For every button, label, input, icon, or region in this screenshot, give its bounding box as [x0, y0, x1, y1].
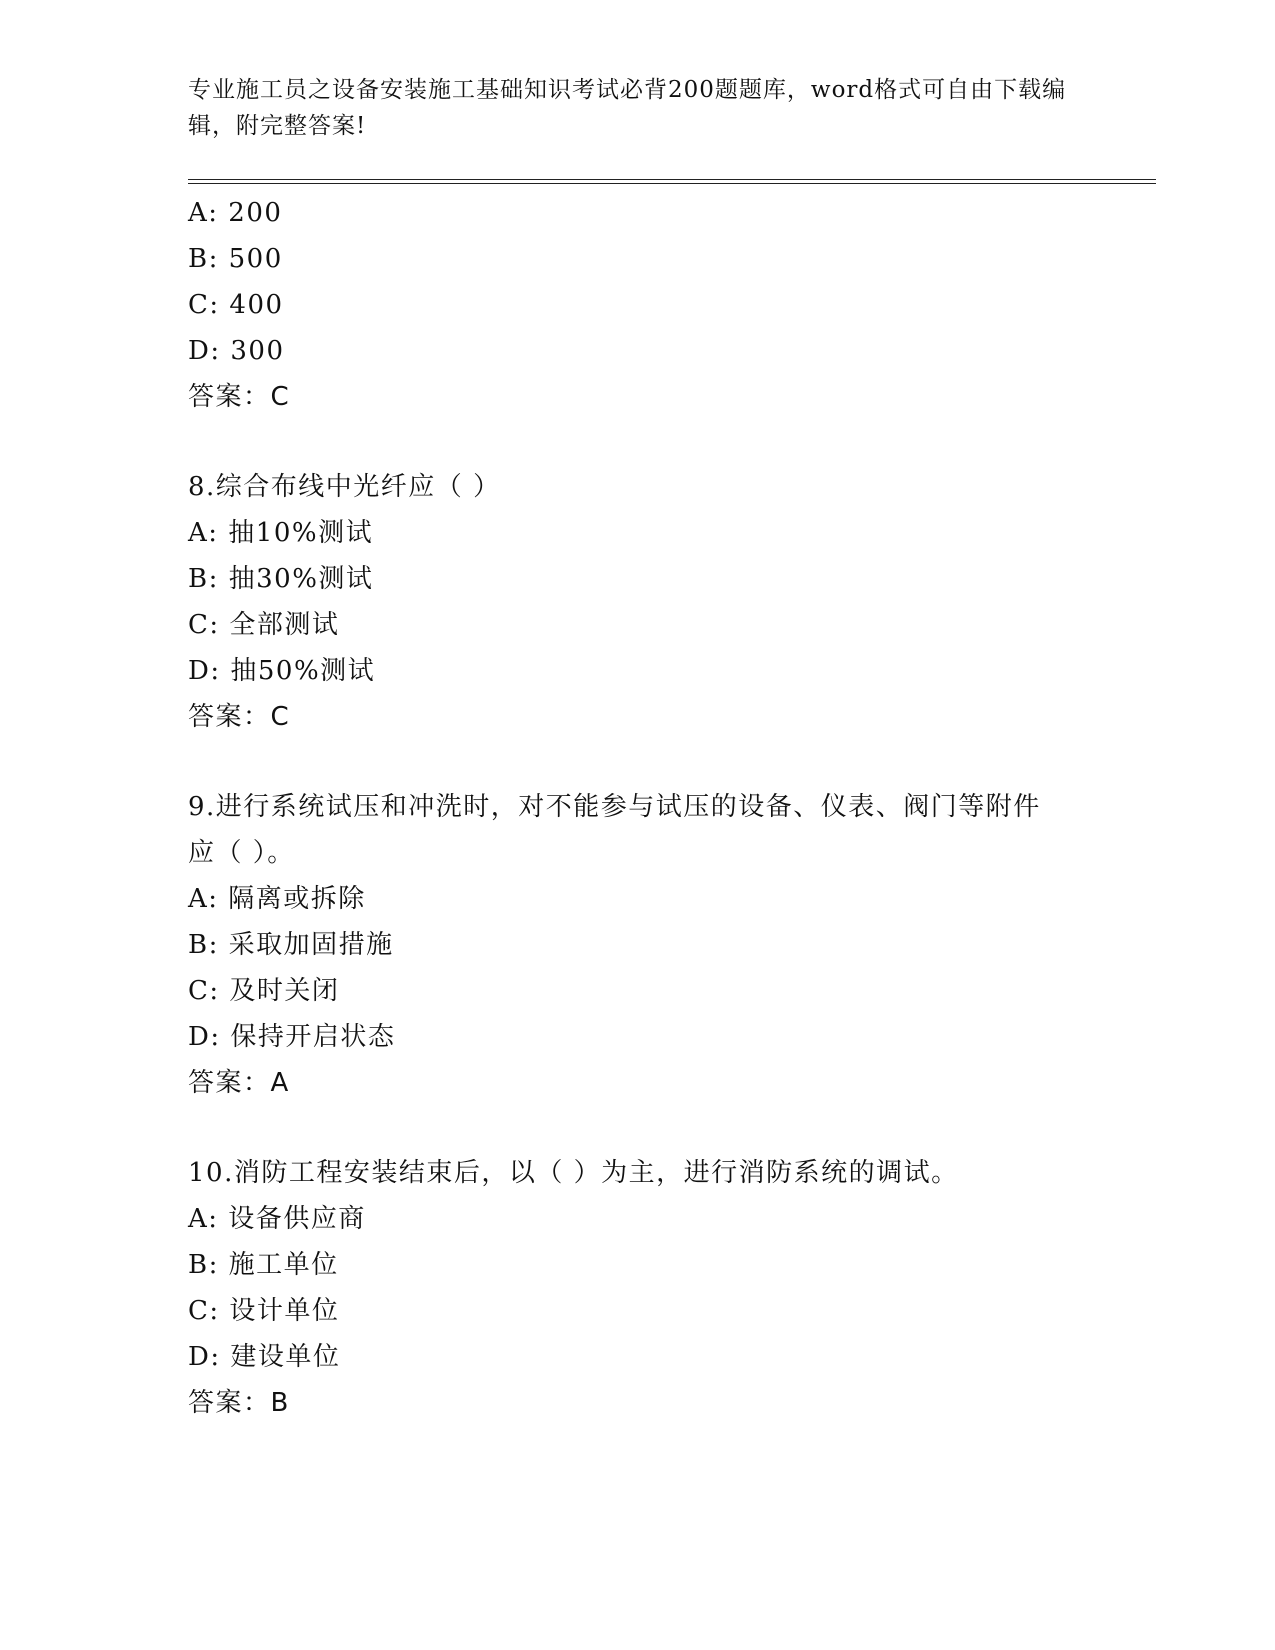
header-divider-top — [188, 179, 1156, 180]
option-d: D: 抽50%测试 — [188, 656, 376, 686]
option-a: A: 设备供应商 — [188, 1204, 366, 1234]
option-c: C: 及时关闭 — [188, 976, 340, 1006]
option-a: A: 200 — [188, 198, 283, 228]
question-text: 10.消防工程安装结束后，以（ ）为主，进行消防系统的调试。 — [188, 1158, 959, 1188]
option-d: D: 300 — [188, 336, 285, 366]
question-block-9 — [188, 784, 1088, 1106]
answer-line: 答案：B — [188, 1388, 290, 1418]
question-block-10 — [188, 1150, 1088, 1426]
option-c: C: 设计单位 — [188, 1296, 340, 1326]
option-d: D: 保持开启状态 — [188, 1022, 396, 1052]
question-text: 8.综合布线中光纤应（ ） — [188, 472, 501, 502]
answer-line: 答案：A — [188, 1068, 290, 1098]
question-text: 9.进行系统试压和冲洗时，对不能参与试压的设备、仪表、阀门等附件应（ ）。 — [188, 792, 1041, 868]
option-a: A: 抽10%测试 — [188, 518, 374, 548]
question-list — [188, 190, 1088, 1426]
option-b: B: 施工单位 — [188, 1250, 339, 1280]
document-header — [188, 72, 1088, 144]
option-a: A: 隔离或拆除 — [188, 884, 366, 914]
option-d: D: 建设单位 — [188, 1342, 341, 1372]
question-block-8 — [188, 464, 1088, 740]
option-b: B: 抽30%测试 — [188, 564, 374, 594]
answer-line: 答案：C — [188, 382, 291, 412]
answer-line: 答案：C — [188, 702, 291, 732]
option-b: B: 500 — [188, 244, 283, 274]
header-title: 专业施工员之设备安装施工基础知识考试必背200题题库，word格式可自由下载编辑，附完整答案! — [188, 77, 1067, 139]
question-block-7 — [188, 190, 1088, 420]
header-divider-bottom — [188, 183, 1156, 184]
option-c: C: 400 — [188, 290, 284, 320]
option-b: B: 采取加固措施 — [188, 930, 394, 960]
option-c: C: 全部测试 — [188, 610, 340, 640]
